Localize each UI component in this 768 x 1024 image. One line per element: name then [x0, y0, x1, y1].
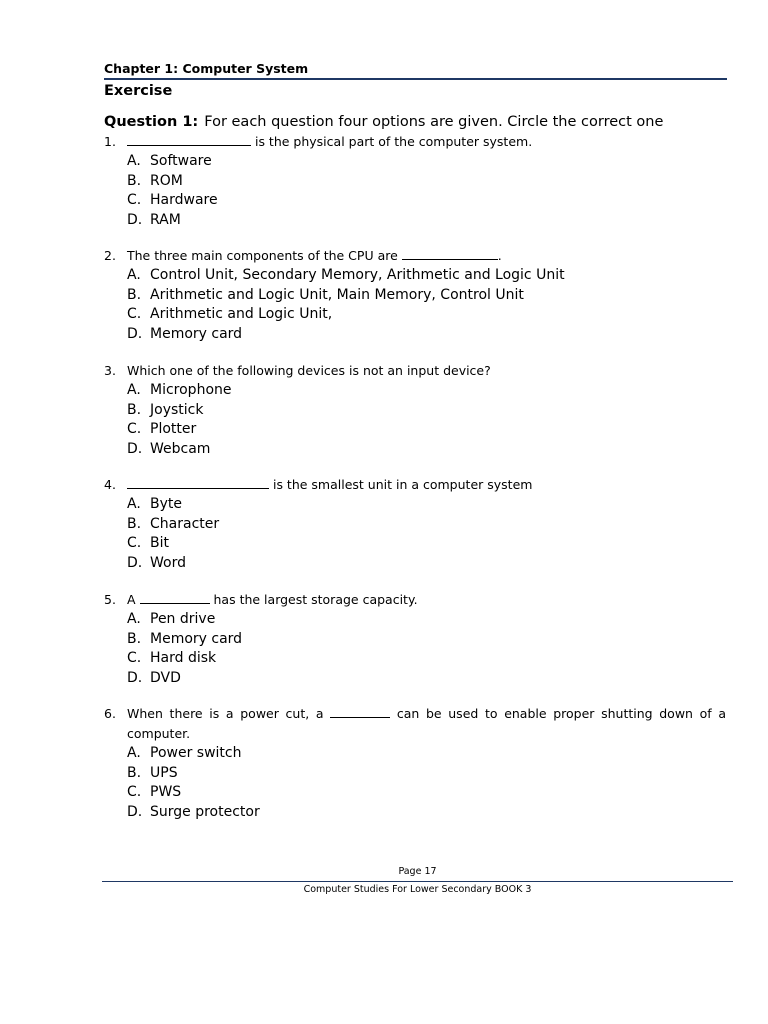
- question-stem: [104, 590, 726, 610]
- option-text: Plotter: [150, 421, 197, 437]
- question-item-5: [104, 590, 726, 688]
- option-b[interactable]: [127, 630, 726, 650]
- question-text-after: is the physical part of the computer system.: [251, 134, 533, 149]
- option-letter: B.: [127, 630, 142, 647]
- question-stem: [104, 132, 726, 152]
- option-a[interactable]: [127, 266, 726, 286]
- question-stem: [104, 475, 726, 495]
- option-b[interactable]: [127, 172, 726, 192]
- option-letter: B.: [127, 286, 142, 303]
- option-letter: A.: [127, 496, 141, 512]
- option-d[interactable]: [127, 440, 726, 460]
- answer-blank[interactable]: [330, 705, 390, 718]
- option-text: Joystick: [150, 401, 204, 418]
- question-text-after: can be used to enable proper shutting down of a computer.: [127, 706, 726, 741]
- option-letter: D.: [127, 440, 143, 457]
- option-letter: C.: [127, 306, 142, 322]
- option-text: Surge protector: [150, 803, 260, 820]
- option-list: [104, 495, 726, 573]
- option-list: [104, 744, 726, 822]
- question-1-heading: [104, 114, 663, 130]
- option-letter: B.: [127, 764, 142, 781]
- option-letter: A.: [127, 611, 141, 627]
- option-letter: D.: [127, 803, 143, 820]
- option-letter: D.: [127, 325, 143, 342]
- option-letter: A.: [127, 382, 141, 398]
- option-c[interactable]: [127, 649, 726, 669]
- option-text: DVD: [150, 669, 181, 686]
- option-list: [104, 152, 726, 230]
- answer-blank[interactable]: [127, 133, 251, 146]
- option-text: Memory card: [150, 325, 243, 342]
- option-d[interactable]: [127, 554, 726, 574]
- answer-blank[interactable]: [402, 247, 498, 260]
- section-title: Exercise: [104, 83, 173, 99]
- question-stem: [104, 704, 726, 744]
- option-text: Power switch: [150, 745, 242, 761]
- option-d[interactable]: [127, 803, 726, 823]
- option-d[interactable]: [127, 669, 726, 689]
- option-letter: C.: [127, 784, 142, 800]
- option-text: Byte: [150, 496, 182, 512]
- question-stem: [104, 246, 726, 266]
- chapter-title: Chapter 1: Computer System: [104, 61, 309, 76]
- option-list: [104, 610, 726, 688]
- option-text: Hard disk: [150, 650, 217, 666]
- option-text: Bit: [150, 535, 169, 551]
- question-1-label: Question 1:: [104, 114, 199, 130]
- question-item-1: [104, 132, 726, 230]
- option-b[interactable]: [127, 515, 726, 535]
- option-letter: A.: [127, 745, 141, 761]
- option-letter: C.: [127, 650, 142, 666]
- option-a[interactable]: [127, 610, 726, 630]
- question-text-after: has the largest storage capacity.: [209, 592, 418, 607]
- option-b[interactable]: [127, 286, 726, 306]
- question-item-2: [104, 246, 726, 344]
- answer-blank[interactable]: [127, 476, 269, 489]
- question-text-after: is the smallest unit in a computer system: [269, 477, 533, 492]
- option-b[interactable]: [127, 764, 726, 784]
- option-text: Software: [150, 153, 212, 169]
- option-text: PWS: [150, 784, 182, 800]
- question-text-before: The three main components of the CPU are: [127, 248, 402, 263]
- option-a[interactable]: [127, 744, 726, 764]
- option-letter: A.: [127, 267, 141, 283]
- option-text: Word: [150, 554, 186, 571]
- option-letter: B.: [127, 401, 142, 418]
- option-letter: C.: [127, 192, 142, 208]
- page-number: Page 17: [398, 866, 437, 877]
- question-item-6: [104, 704, 726, 822]
- option-text: Character: [150, 515, 220, 532]
- question-number: 5.: [104, 592, 116, 607]
- question-text: Which one of the following devices is not an input device?: [127, 363, 491, 378]
- option-d[interactable]: [127, 211, 726, 231]
- header-rule: [104, 78, 727, 80]
- option-letter: C.: [127, 421, 142, 437]
- option-list: [104, 381, 726, 459]
- option-letter: B.: [127, 515, 142, 532]
- option-text: Memory card: [150, 630, 243, 647]
- option-c[interactable]: [127, 305, 726, 325]
- option-text: Webcam: [150, 440, 211, 457]
- option-text: Arithmetic and Logic Unit, Main Memory, Control Unit: [150, 286, 524, 303]
- option-c[interactable]: [127, 783, 726, 803]
- question-item-4: [104, 475, 726, 573]
- option-text: Microphone: [150, 382, 232, 398]
- question-number: 6.: [104, 706, 116, 721]
- option-a[interactable]: [127, 495, 726, 515]
- question-number: 3.: [104, 363, 116, 378]
- option-text: Control Unit, Secondary Memory, Arithmetic and Logic Unit: [150, 267, 565, 283]
- option-text: RAM: [150, 211, 181, 228]
- option-a[interactable]: [127, 152, 726, 172]
- book-title: Computer Studies For Lower Secondary BOOK 3: [303, 884, 532, 895]
- option-text: UPS: [150, 764, 178, 781]
- question-stem: [104, 361, 726, 381]
- footer-rule: [102, 881, 733, 882]
- option-a[interactable]: [127, 381, 726, 401]
- option-c[interactable]: [127, 534, 726, 554]
- option-letter: D.: [127, 554, 143, 571]
- page-header: [104, 61, 727, 99]
- question-number: 2.: [104, 248, 116, 263]
- option-text: Arithmetic and Logic Unit,: [150, 306, 333, 322]
- page-footer: [102, 866, 733, 896]
- option-letter: A.: [127, 153, 141, 169]
- option-c[interactable]: [127, 420, 726, 440]
- question-text-before: When there is a power cut, a: [127, 706, 331, 721]
- option-text: ROM: [150, 172, 183, 189]
- option-text: Pen drive: [150, 611, 216, 627]
- question-number: 1.: [104, 134, 116, 149]
- option-letter: C.: [127, 535, 142, 551]
- option-letter: B.: [127, 172, 142, 189]
- question-text-after: .: [497, 248, 502, 263]
- option-list: [104, 266, 726, 344]
- option-c[interactable]: [127, 191, 726, 211]
- question-number: 4.: [104, 477, 116, 492]
- option-letter: D.: [127, 211, 143, 228]
- option-text: Hardware: [150, 192, 218, 208]
- question-text-before: A: [127, 592, 140, 607]
- option-b[interactable]: [127, 401, 726, 421]
- option-letter: D.: [127, 669, 143, 686]
- answer-blank[interactable]: [140, 591, 210, 604]
- option-d[interactable]: [127, 325, 726, 345]
- question-item-3: [104, 361, 726, 459]
- question-1-instruction: For each question four options are given. Circle the correct one: [204, 114, 664, 130]
